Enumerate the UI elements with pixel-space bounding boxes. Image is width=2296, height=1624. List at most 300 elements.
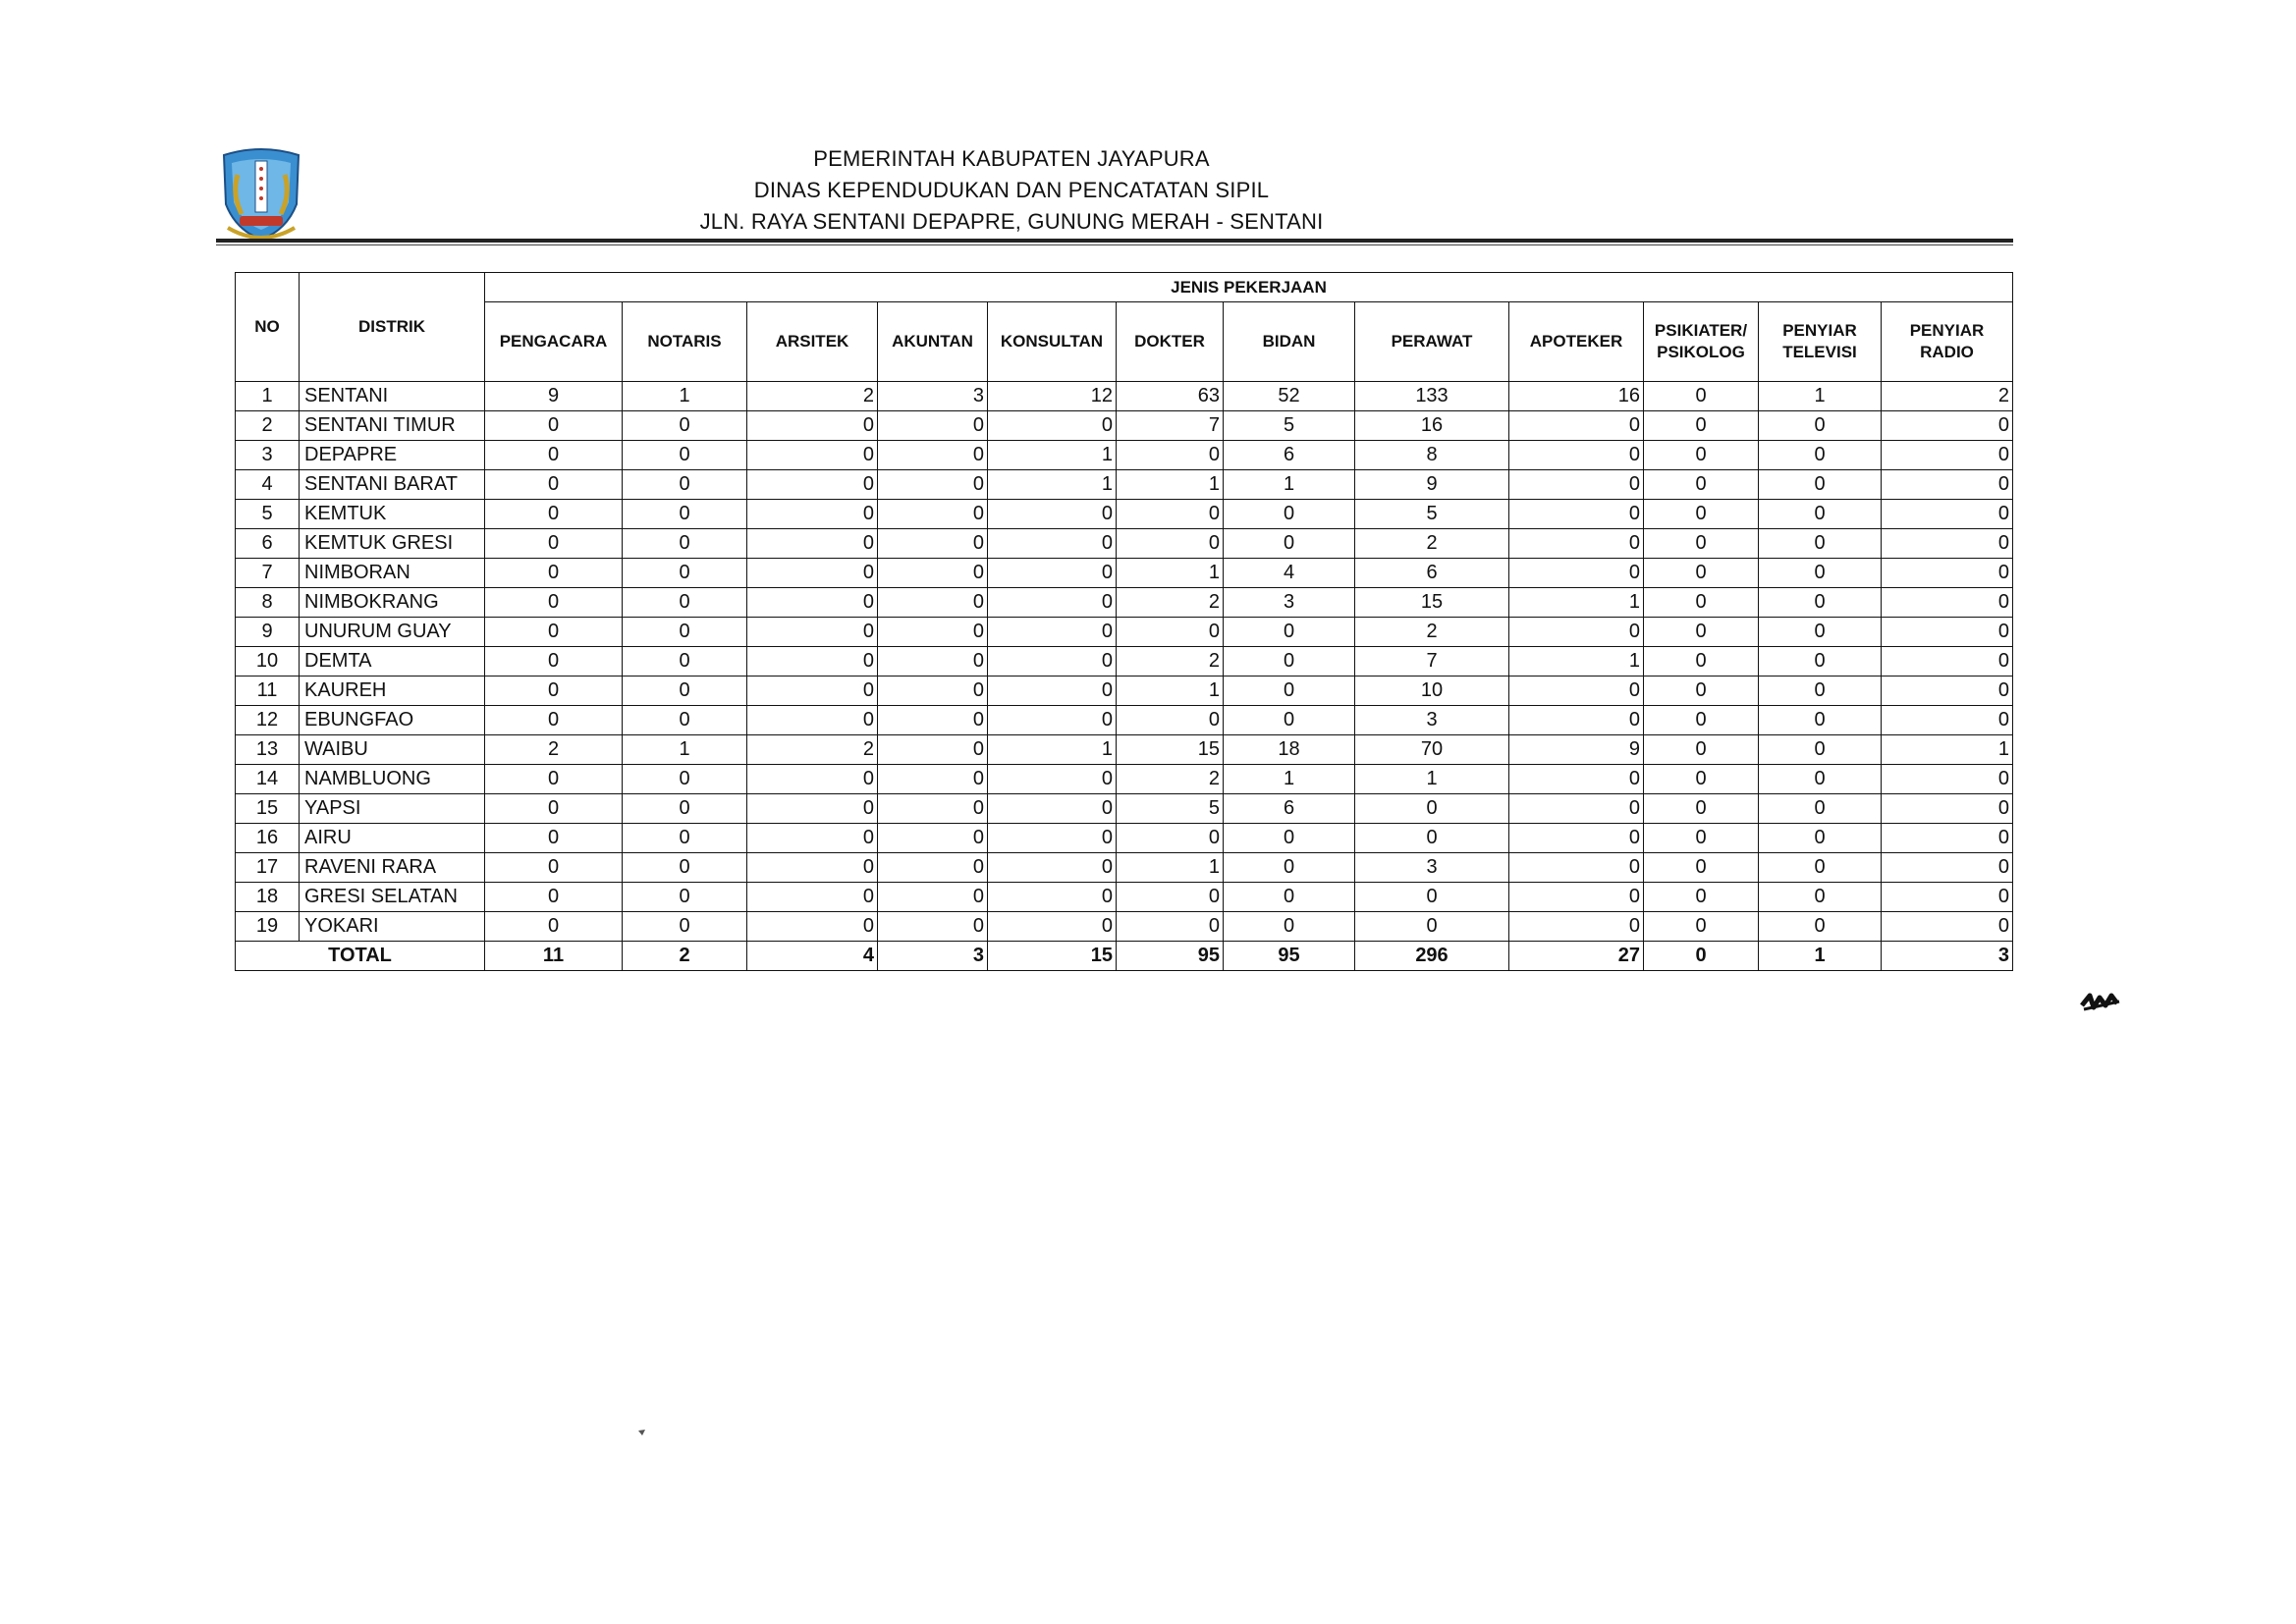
table-cell: 0 — [1644, 677, 1759, 706]
table-cell: 2 — [485, 735, 623, 765]
header-jenis-pekerjaan: JENIS PEKERJAAN — [485, 273, 2013, 302]
total-cell: 95 — [1224, 942, 1355, 971]
table-cell: 9 — [485, 382, 623, 411]
table-cell: 1 — [1509, 588, 1644, 618]
column-header-line2: PSIKOLOG — [1657, 343, 1745, 361]
table-cell: 0 — [1644, 559, 1759, 588]
table-cell: 0 — [747, 912, 878, 942]
table-cell: 0 — [1117, 883, 1224, 912]
table-cell: 0 — [988, 411, 1117, 441]
table-cell: 0 — [1224, 618, 1355, 647]
table-cell: 0 — [988, 677, 1117, 706]
table-cell: 0 — [1882, 912, 2013, 942]
row-no: 7 — [236, 559, 300, 588]
table-cell: 18 — [1224, 735, 1355, 765]
column-header-line1: PENYIAR — [1909, 321, 1985, 340]
table-cell: 0 — [1509, 883, 1644, 912]
table-cell: 0 — [1644, 529, 1759, 559]
letterhead-address: JLN. RAYA SENTANI DEPAPRE, GUNUNG MERAH - SENTANI — [699, 209, 1324, 234]
table-cell: 0 — [1509, 765, 1644, 794]
table-cell: 0 — [747, 559, 878, 588]
table-cell: 1 — [1882, 735, 2013, 765]
table-cell: 0 — [747, 500, 878, 529]
table-row — [236, 677, 2013, 706]
table-cell: 0 — [1644, 912, 1759, 942]
table-cell: 0 — [485, 441, 623, 470]
kabupaten-jayapura-emblem-icon — [218, 145, 304, 244]
table-cell: 0 — [878, 912, 988, 942]
table-cell: 0 — [747, 470, 878, 500]
table-cell: 0 — [1759, 470, 1882, 500]
table-cell: 1 — [1355, 765, 1509, 794]
table-cell: 133 — [1355, 382, 1509, 411]
table-row — [236, 382, 2013, 411]
table-cell: 0 — [1509, 706, 1644, 735]
table-cell: 0 — [988, 765, 1117, 794]
table-cell: 0 — [747, 441, 878, 470]
row-no: 16 — [236, 824, 300, 853]
column-header-line2: RADIO — [1920, 343, 1974, 361]
table-cell: 2 — [1882, 382, 2013, 411]
table-cell: 0 — [623, 618, 747, 647]
column-header-line1: PSIKIATER/ — [1654, 321, 1748, 340]
table-cell: 9 — [1509, 735, 1644, 765]
table-cell: 0 — [1224, 912, 1355, 942]
table-row — [236, 706, 2013, 735]
header-no: NO — [236, 273, 300, 382]
total-row — [236, 942, 2013, 971]
total-cell: 15 — [988, 942, 1117, 971]
table-cell: 2 — [747, 735, 878, 765]
table-cell: 0 — [1509, 441, 1644, 470]
table-cell: 6 — [1355, 559, 1509, 588]
total-cell: 4 — [747, 942, 878, 971]
total-cell: 27 — [1509, 942, 1644, 971]
table-cell: 0 — [1882, 470, 2013, 500]
table-cell: 0 — [1224, 824, 1355, 853]
total-cell: 0 — [1644, 942, 1759, 971]
table-cell: 0 — [1509, 677, 1644, 706]
table-cell: 63 — [1117, 382, 1224, 411]
table-cell: 0 — [1117, 441, 1224, 470]
table-cell: 15 — [1355, 588, 1509, 618]
table-cell: 0 — [623, 588, 747, 618]
table-cell: 52 — [1224, 382, 1355, 411]
table-cell: 0 — [878, 735, 988, 765]
table-cell: 0 — [878, 588, 988, 618]
table-cell: 0 — [1644, 794, 1759, 824]
table-cell: 7 — [1117, 411, 1224, 441]
table-cell: 0 — [1759, 883, 1882, 912]
table-cell: 3 — [1355, 853, 1509, 883]
table-cell: 0 — [747, 824, 878, 853]
table-cell: 0 — [1644, 470, 1759, 500]
table-cell: 15 — [1117, 735, 1224, 765]
table-column-headers — [236, 302, 2013, 382]
row-distrik: RAVENI RARA — [300, 853, 485, 883]
table-cell: 0 — [878, 411, 988, 441]
table-cell: 0 — [1644, 382, 1759, 411]
table-cell: 0 — [878, 765, 988, 794]
table-cell: 0 — [485, 765, 623, 794]
table-cell: 1 — [1224, 765, 1355, 794]
table-row — [236, 824, 2013, 853]
table-cell: 5 — [1355, 500, 1509, 529]
column-header-line1: ARSITEK — [775, 332, 849, 351]
table-cell: 0 — [988, 529, 1117, 559]
table-cell: 12 — [988, 382, 1117, 411]
table-cell: 0 — [747, 411, 878, 441]
table-cell: 0 — [988, 853, 1117, 883]
table-cell: 0 — [1509, 470, 1644, 500]
table-cell: 0 — [485, 470, 623, 500]
table-row — [236, 912, 2013, 942]
table-cell: 0 — [747, 765, 878, 794]
table-cell: 0 — [623, 677, 747, 706]
table-cell: 0 — [1759, 588, 1882, 618]
table-cell: 0 — [1759, 912, 1882, 942]
table-cell: 0 — [1882, 853, 2013, 883]
total-cell: 296 — [1355, 942, 1509, 971]
table-cell: 0 — [1509, 912, 1644, 942]
table-cell: 0 — [1224, 883, 1355, 912]
table-cell: 0 — [1882, 647, 2013, 677]
table-cell: 0 — [1644, 411, 1759, 441]
table-cell: 0 — [1355, 883, 1509, 912]
table-cell: 0 — [878, 883, 988, 912]
column-header — [1509, 302, 1644, 382]
table-cell: 0 — [1882, 765, 2013, 794]
table-cell: 0 — [1509, 500, 1644, 529]
row-distrik: YOKARI — [300, 912, 485, 942]
row-no: 3 — [236, 441, 300, 470]
table-cell: 0 — [623, 441, 747, 470]
table-cell: 2 — [747, 382, 878, 411]
table-cell: 0 — [623, 706, 747, 735]
row-distrik: NAMBLUONG — [300, 765, 485, 794]
table-cell: 1 — [988, 470, 1117, 500]
table-cell: 0 — [988, 706, 1117, 735]
table-row — [236, 853, 2013, 883]
table-cell: 0 — [485, 677, 623, 706]
row-no: 9 — [236, 618, 300, 647]
table-cell: 0 — [1759, 500, 1882, 529]
table-cell: 0 — [485, 559, 623, 588]
table-row — [236, 883, 2013, 912]
table-cell: 0 — [878, 618, 988, 647]
column-header-line1: KONSULTAN — [1000, 332, 1104, 351]
table-cell: 0 — [1644, 647, 1759, 677]
table-cell: 0 — [623, 883, 747, 912]
table-cell: 0 — [623, 824, 747, 853]
letterhead-rule-thin — [216, 244, 2013, 245]
row-no: 6 — [236, 529, 300, 559]
table-cell: 0 — [485, 500, 623, 529]
table-cell: 0 — [1882, 677, 2013, 706]
total-cell: 2 — [623, 942, 747, 971]
table-cell: 1 — [1117, 677, 1224, 706]
table-cell: 2 — [1117, 765, 1224, 794]
table-cell: 0 — [878, 853, 988, 883]
table-cell: 0 — [1759, 441, 1882, 470]
table-cell: 0 — [1644, 853, 1759, 883]
table-cell: 0 — [1882, 618, 2013, 647]
column-header — [623, 302, 747, 382]
table-cell: 0 — [485, 618, 623, 647]
table-cell: 0 — [1644, 500, 1759, 529]
table-row — [236, 765, 2013, 794]
row-no: 12 — [236, 706, 300, 735]
table-cell: 0 — [747, 677, 878, 706]
table-cell: 0 — [485, 411, 623, 441]
table-cell: 0 — [1759, 529, 1882, 559]
table-cell: 0 — [988, 588, 1117, 618]
table-cell: 6 — [1224, 441, 1355, 470]
row-distrik: AIRU — [300, 824, 485, 853]
table-cell: 0 — [1224, 853, 1355, 883]
table-row — [236, 618, 2013, 647]
column-header — [1355, 302, 1509, 382]
table-cell: 0 — [1509, 529, 1644, 559]
table-cell: 0 — [1117, 912, 1224, 942]
row-no: 15 — [236, 794, 300, 824]
column-header-line1: APOTEKER — [1529, 332, 1623, 351]
table-cell: 0 — [1759, 824, 1882, 853]
table-cell: 0 — [1355, 912, 1509, 942]
table-cell: 0 — [623, 912, 747, 942]
row-distrik: DEMTA — [300, 647, 485, 677]
table-cell: 0 — [1224, 529, 1355, 559]
table-cell: 10 — [1355, 677, 1509, 706]
header-distrik: DISTRIK — [300, 273, 485, 382]
table-cell: 8 — [1355, 441, 1509, 470]
table-cell: 0 — [623, 647, 747, 677]
column-header-line1: NOTARIS — [647, 332, 722, 351]
table-cell: 7 — [1355, 647, 1509, 677]
table-row — [236, 559, 2013, 588]
table-cell: 0 — [988, 559, 1117, 588]
row-distrik: SENTANI TIMUR — [300, 411, 485, 441]
table-row — [236, 588, 2013, 618]
table-cell: 0 — [988, 883, 1117, 912]
table-cell: 0 — [878, 647, 988, 677]
table-cell: 3 — [1224, 588, 1355, 618]
table-cell: 0 — [1224, 706, 1355, 735]
occupation-table — [235, 272, 2013, 971]
row-no: 4 — [236, 470, 300, 500]
column-header — [485, 302, 623, 382]
table-cell: 2 — [1117, 647, 1224, 677]
table-cell: 0 — [988, 794, 1117, 824]
table-cell: 2 — [1355, 618, 1509, 647]
table-cell: 0 — [1882, 706, 2013, 735]
table-cell: 0 — [878, 677, 988, 706]
table-cell: 0 — [623, 853, 747, 883]
table-cell: 0 — [1224, 647, 1355, 677]
table-cell: 0 — [747, 618, 878, 647]
row-distrik: SENTANI BARAT — [300, 470, 485, 500]
table-cell: 70 — [1355, 735, 1509, 765]
table-cell: 0 — [747, 794, 878, 824]
row-no: 11 — [236, 677, 300, 706]
column-header-line2: TELEVISI — [1782, 343, 1857, 361]
table-cell: 0 — [747, 588, 878, 618]
table-cell: 0 — [1509, 411, 1644, 441]
table-cell: 0 — [747, 529, 878, 559]
table-cell: 0 — [1117, 529, 1224, 559]
table-row — [236, 647, 2013, 677]
column-header-line1: DOKTER — [1134, 332, 1205, 351]
table-cell: 0 — [878, 529, 988, 559]
table-cell: 0 — [485, 588, 623, 618]
row-no: 1 — [236, 382, 300, 411]
table-cell: 0 — [878, 824, 988, 853]
column-header — [1882, 302, 2013, 382]
table-cell: 0 — [623, 765, 747, 794]
column-header-line1: PENGACARA — [499, 332, 608, 351]
table-cell: 1 — [1117, 470, 1224, 500]
row-distrik: KEMTUK — [300, 500, 485, 529]
row-no: 19 — [236, 912, 300, 942]
row-distrik: YAPSI — [300, 794, 485, 824]
table-cell: 0 — [485, 529, 623, 559]
table-cell: 0 — [1882, 500, 2013, 529]
table-cell: 0 — [1509, 824, 1644, 853]
table-cell: 0 — [1759, 853, 1882, 883]
table-cell: 0 — [1644, 735, 1759, 765]
table-cell: 0 — [1644, 588, 1759, 618]
row-distrik: GRESI SELATAN — [300, 883, 485, 912]
column-header — [747, 302, 878, 382]
row-distrik: KEMTUK GRESI — [300, 529, 485, 559]
letterhead — [609, 143, 1414, 238]
column-header — [878, 302, 988, 382]
table-cell: 1 — [623, 735, 747, 765]
letterhead-rule — [216, 239, 2013, 243]
table-cell: 0 — [485, 706, 623, 735]
table-cell: 1 — [988, 735, 1117, 765]
table-cell: 0 — [1644, 618, 1759, 647]
total-cell: 3 — [878, 942, 988, 971]
row-no: 13 — [236, 735, 300, 765]
table-cell: 0 — [485, 883, 623, 912]
row-distrik: SENTANI — [300, 382, 485, 411]
table-cell: 0 — [1509, 794, 1644, 824]
column-header-line1: BIDAN — [1262, 332, 1316, 351]
table-cell: 0 — [1759, 794, 1882, 824]
table-cell: 0 — [878, 706, 988, 735]
table-cell: 0 — [988, 824, 1117, 853]
column-header-line1: PERAWAT — [1391, 332, 1473, 351]
row-no: 17 — [236, 853, 300, 883]
table-cell: 0 — [988, 912, 1117, 942]
row-distrik: NIMBOKRANG — [300, 588, 485, 618]
table-cell: 0 — [1882, 883, 2013, 912]
row-no: 18 — [236, 883, 300, 912]
table-cell: 0 — [1509, 853, 1644, 883]
row-no: 8 — [236, 588, 300, 618]
row-no: 5 — [236, 500, 300, 529]
table-cell: 0 — [1759, 677, 1882, 706]
table-cell: 0 — [1644, 824, 1759, 853]
table-body — [236, 382, 2013, 971]
row-no: 14 — [236, 765, 300, 794]
table-cell: 0 — [1355, 794, 1509, 824]
table-cell: 0 — [1882, 529, 2013, 559]
table-cell: 0 — [747, 883, 878, 912]
row-distrik: NIMBORAN — [300, 559, 485, 588]
row-distrik: DEPAPRE — [300, 441, 485, 470]
table-cell: 0 — [1117, 706, 1224, 735]
table-cell: 3 — [1355, 706, 1509, 735]
column-header — [1644, 302, 1759, 382]
table-cell: 1 — [623, 382, 747, 411]
table-cell: 0 — [1117, 824, 1224, 853]
table-cell: 0 — [988, 500, 1117, 529]
table-cell: 0 — [1117, 618, 1224, 647]
stray-mark — [638, 1430, 646, 1435]
table-cell: 0 — [623, 500, 747, 529]
table-cell: 0 — [988, 647, 1117, 677]
table-cell: 0 — [747, 647, 878, 677]
total-label: TOTAL — [236, 942, 485, 971]
table-cell: 0 — [1882, 411, 2013, 441]
table-cell: 0 — [1759, 706, 1882, 735]
table-cell: 0 — [1224, 677, 1355, 706]
table-cell: 0 — [1759, 765, 1882, 794]
column-header — [988, 302, 1117, 382]
letterhead-government: PEMERINTAH KABUPATEN JAYAPURA — [813, 146, 1210, 171]
table-cell: 1 — [1224, 470, 1355, 500]
table-cell: 0 — [623, 794, 747, 824]
table-cell: 16 — [1355, 411, 1509, 441]
table-row — [236, 529, 2013, 559]
table-cell: 0 — [1882, 824, 2013, 853]
table-cell: 1 — [988, 441, 1117, 470]
table-cell: 1 — [1117, 853, 1224, 883]
table-cell: 0 — [1882, 588, 2013, 618]
total-cell: 95 — [1117, 942, 1224, 971]
total-cell: 1 — [1759, 942, 1882, 971]
table-cell: 5 — [1117, 794, 1224, 824]
table-cell: 0 — [1882, 794, 2013, 824]
row-no: 2 — [236, 411, 300, 441]
column-header — [1759, 302, 1882, 382]
table-cell: 0 — [1759, 411, 1882, 441]
table-cell: 0 — [485, 912, 623, 942]
table-row — [236, 411, 2013, 441]
table-cell: 9 — [1355, 470, 1509, 500]
total-cell: 11 — [485, 942, 623, 971]
table-row — [236, 794, 2013, 824]
table-cell: 0 — [623, 411, 747, 441]
table-cell: 16 — [1509, 382, 1644, 411]
table-cell: 0 — [485, 647, 623, 677]
table-cell: 0 — [623, 559, 747, 588]
table-cell: 1 — [1759, 382, 1882, 411]
table-cell: 0 — [485, 824, 623, 853]
table-cell: 0 — [1644, 883, 1759, 912]
table-cell: 2 — [1117, 588, 1224, 618]
row-distrik: KAUREH — [300, 677, 485, 706]
table-row — [236, 470, 2013, 500]
column-header — [1224, 302, 1355, 382]
table-row — [236, 735, 2013, 765]
table-row — [236, 500, 2013, 529]
table-cell: 0 — [623, 529, 747, 559]
column-header — [1117, 302, 1224, 382]
table-cell: 0 — [1644, 441, 1759, 470]
